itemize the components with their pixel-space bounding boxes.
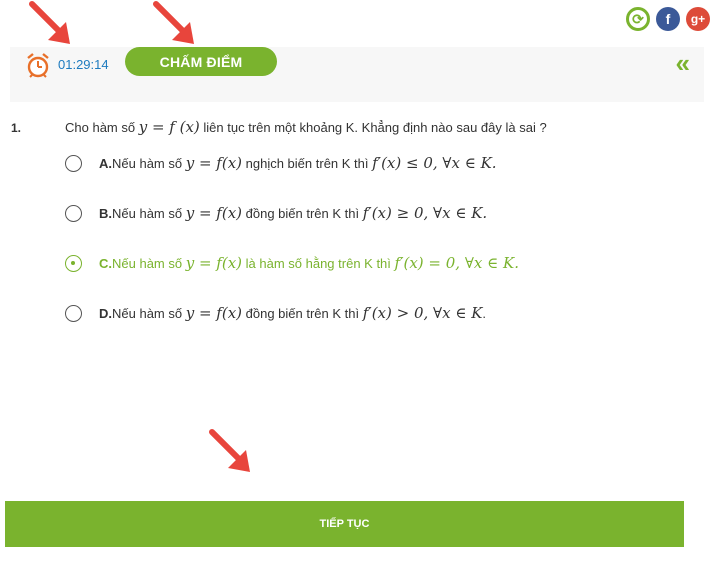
social-bar	[626, 7, 710, 31]
share-icon[interactable]: ⟳	[626, 7, 650, 31]
google-plus-icon[interactable]: g+	[686, 7, 710, 31]
countdown-timer: 01:29:14	[58, 57, 109, 72]
radio-button[interactable]	[65, 305, 82, 322]
radio-button[interactable]	[65, 155, 82, 172]
annotation-arrow-icon	[206, 428, 266, 488]
double-chevron-left-icon[interactable]: «	[675, 48, 690, 78]
continue-button[interactable]: TIẾP TỤC	[5, 501, 684, 547]
quiz-toolbar	[10, 47, 704, 102]
annotation-arrow-icon	[26, 0, 86, 60]
grade-button[interactable]: CHẤM ĐIỂM	[125, 47, 277, 76]
answer-option-b[interactable]: B. Nếu hàm số y = f(x) đồng biến trên K thì f′(x) ≥ 0, ∀x ∈ K.	[65, 202, 487, 224]
radio-button[interactable]	[65, 205, 82, 222]
facebook-icon[interactable]: f	[656, 7, 680, 31]
answer-option-c[interactable]: C. Nếu hàm số y = f(x) là hàm số hằng trên K thì f′(x) = 0, ∀x ∈ K.	[65, 252, 519, 274]
question-number: 1.	[11, 121, 22, 135]
math-expression: y = f (x)	[138, 118, 200, 136]
question-text: Cho hàm số y = f (x) liên tục trên một khoảng K. Khẳng định nào sau đây là sai ?	[65, 118, 547, 136]
answer-option-d[interactable]: D. Nếu hàm số y = f(x) đồng biến trên K thì f′(x) > 0, ∀x ∈ K .	[65, 302, 486, 324]
answer-option-a[interactable]: A. Nếu hàm số y = f(x) nghịch biến trên K thì f′(x) ≤ 0, ∀x ∈ K.	[65, 152, 497, 174]
annotation-arrow-icon	[150, 0, 210, 60]
radio-button[interactable]	[65, 255, 82, 272]
